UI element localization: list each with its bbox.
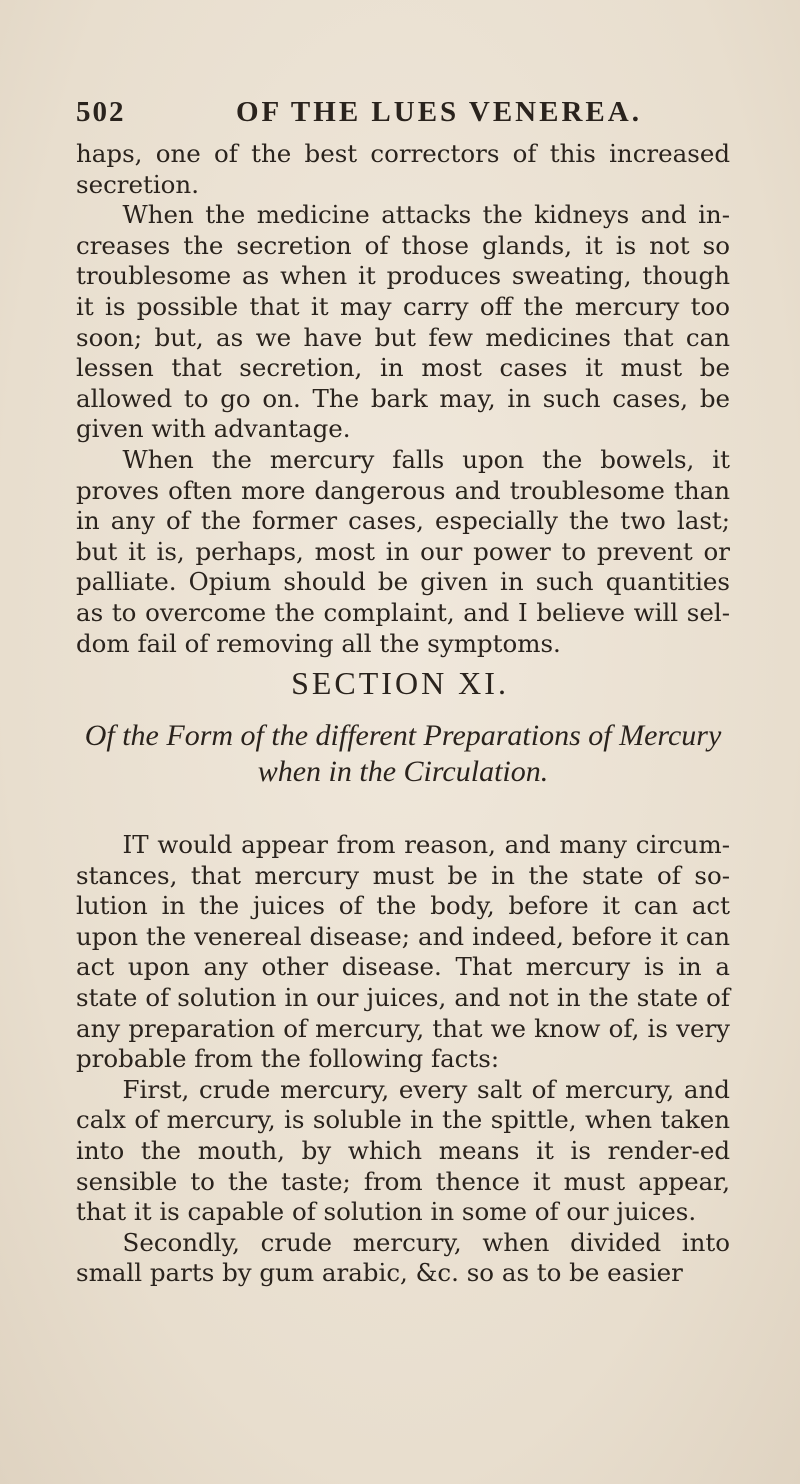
paragraph: When the medicine attacks the kidneys and in-creases the secretion of those glands, it is not so troublesome as when it produces sweating, though it is possible that it may carry off the mercury too soon; but, as we have but few medicines that can lessen that secretion, in most cases it must be allowed to go on. The bark may, in such cases, be given with advantage. <box>76 200 730 444</box>
running-head <box>76 96 736 136</box>
paragraph: haps, one of the best correctors of this increased secretion. <box>76 139 730 199</box>
section-subtitle: Of the Form of the different Preparations of Mercury when in the Circulation. <box>84 719 722 788</box>
body-text-top <box>76 139 730 659</box>
paragraph: First, crude mercury, every salt of mercury, and calx of mercury, is soluble in the spittle, when taken into the mouth, by which means it is render-ed sensible to the taste; from thence it must appear, that it is capable of solution in some of our juices. <box>76 1074 730 1227</box>
paragraph: Secondly, crude mercury, when divided into small parts by gum arabic, &c. so as to be easier <box>76 1227 730 1288</box>
body-text-bottom <box>76 830 730 1289</box>
paragraph: When the mercury falls upon the bowels, it proves often more dangerous and troublesome than in any of the former cases, especially the two last; but it is, perhaps, most in our power to prevent or palliate. Opium should be given in such quantities as to overcome the complaint, and I believe will sel-dom fail of removing all the symptoms. <box>76 444 730 658</box>
running-title: OF THE LUES VENEREA. <box>236 96 642 128</box>
page-number: 502 <box>76 96 126 128</box>
section-heading: SECTION XI. <box>291 665 509 701</box>
paragraph: IT would appear from reason, and many circum-stances, that mercury must be in the state of so-lution in the juices of the body, before it can act upon the venereal disease; and indeed, before it can act upon any other disease. That mercury is in a state of solution in our juices, and not in the state of any preparation of mercury, that we know of, is very probable from the following facts: <box>76 830 730 1074</box>
